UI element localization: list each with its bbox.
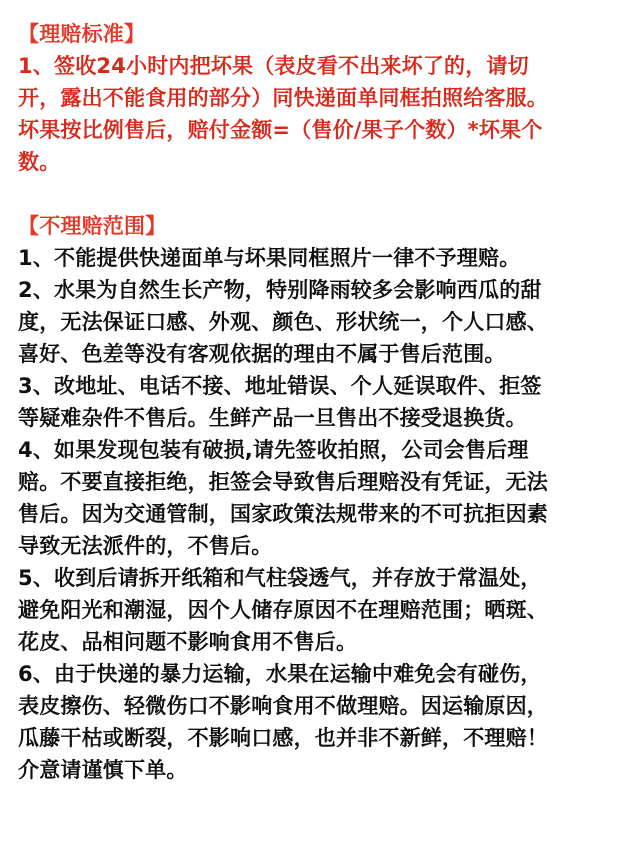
no-claim-line-2: 2、水果为自然生长产物，特别降雨较多会影响西瓜的甜 <box>18 278 542 302</box>
no-claim-line-1: 1、不能提供快递面单与坏果同框照片一律不予理赔。 <box>18 246 521 270</box>
no-claim-line-13: 花皮、品相问题不影响食用不售后。 <box>18 630 358 654</box>
no-claim-line-11: 5、收到后请拆开纸箱和气柱袋透气，并存放于常温处， <box>18 566 542 590</box>
no-claim-line-3: 度，无法保证口感、外观、颜色、形状统一，个人口感、 <box>18 310 548 334</box>
no-claim-line-7: 4、如果发现包装有破损,请先签收拍照，公司会售后理 <box>18 438 529 462</box>
no-claim-line-17: 介意请谨慎下单。 <box>18 758 188 782</box>
no-claim-line-15: 表皮擦伤、轻微伤口不影响食用不做理赔。因运输原因， <box>18 694 548 718</box>
claim-standard-line-3: 坏果按比例售后，赔付金额=（售价/果子个数）*坏果个 <box>18 118 543 142</box>
no-claim-line-14: 6、由于快递的暴力运输，水果在运输中难免会有碰伤， <box>18 662 542 686</box>
no-claim-line-5: 3、改地址、电话不接、地址错误、个人延误取件、拒签 <box>18 374 542 398</box>
no-claim-line-8: 赔。不要直接拒绝，拒签会导致售后理赔没有凭证，无法 <box>18 470 548 494</box>
no-claim-line-9: 售后。因为交通管制，国家政策法规带来的不可抗拒因素 <box>18 502 548 526</box>
section-title-claim-standard: 【理赔标准】 <box>18 22 146 46</box>
no-claim-line-16: 瓜藤干枯或断裂，不影响口感，也并非不新鲜，不理赔！ <box>18 726 548 750</box>
no-claim-line-12: 避免阳光和潮湿，因个人储存原因不在理赔范围；晒斑、 <box>18 598 548 622</box>
no-claim-line-10: 导致无法派件的，不售后。 <box>18 534 273 558</box>
no-claim-line-6: 等疑难杂件不售后。生鲜产品一旦售出不接受退换货。 <box>18 406 527 430</box>
document <box>18 18 630 786</box>
section-title-no-claim-scope: 【不理赔范围】 <box>18 214 167 238</box>
no-claim-line-4: 喜好、色差等没有客观依据的理由不属于售后范围。 <box>18 342 506 366</box>
claim-standard-line-1: 1、签收24小时内把坏果（表皮看不出来坏了的，请切 <box>18 54 529 78</box>
claim-standard-line-2: 开，露出不能食用的部分）同快递面单同框拍照给客服。 <box>18 86 548 110</box>
claim-standard-line-4: 数。 <box>18 150 61 174</box>
section-spacer <box>18 178 630 210</box>
